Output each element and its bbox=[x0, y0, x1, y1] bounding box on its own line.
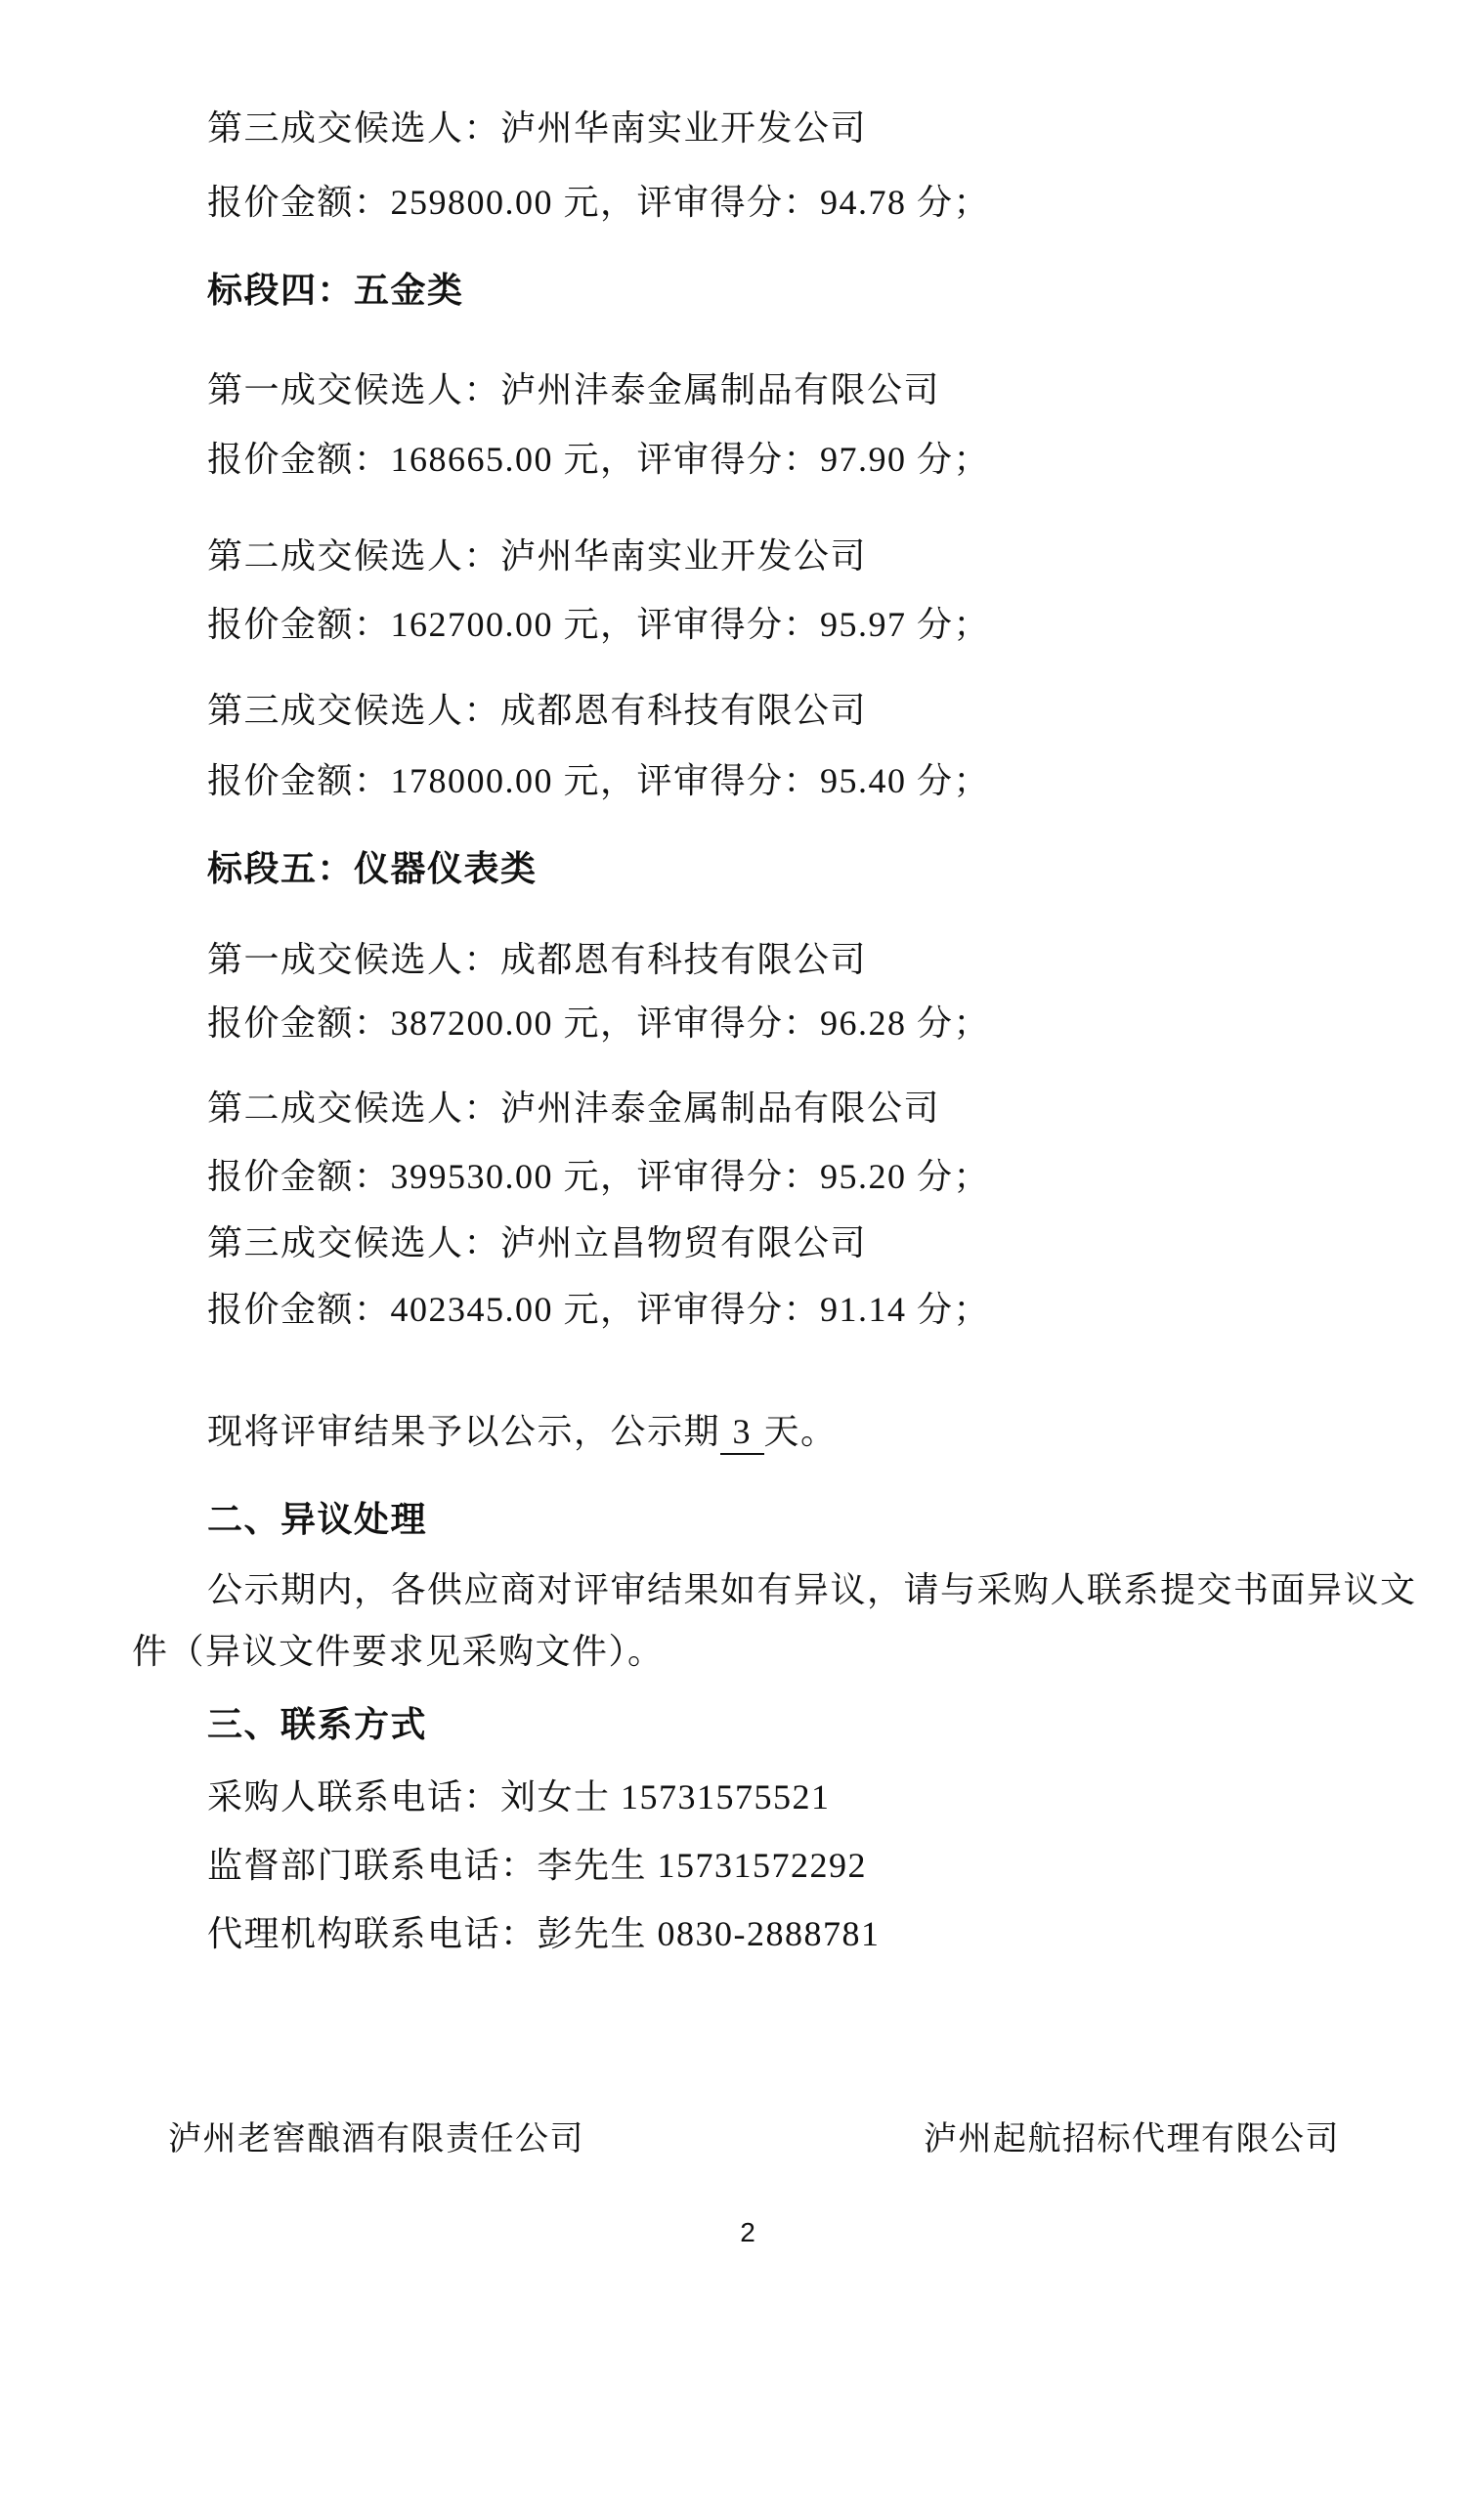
lot4-entry3-quote-line: 报价金额：178000.00 元，评审得分：95.40 分； bbox=[207, 761, 991, 800]
lot5-heading: 标段五：仪器仪表类 bbox=[207, 849, 538, 888]
publicity-text-before: 现将评审结果予以公示，公示期 bbox=[207, 1412, 721, 1451]
lot4-heading: 标段四：五金类 bbox=[207, 271, 464, 310]
lot4-entry2-quote-line: 报价金额：162700.00 元，评审得分：95.97 分； bbox=[207, 605, 991, 644]
contact-supervisor-phone-line: 监督部门联系电话：李先生 15731572292 bbox=[207, 1846, 868, 1885]
lot4-entry1-candidate-line: 第一成交候选人：泸州沣泰金属制品有限公司 bbox=[207, 370, 941, 409]
contact-agency-phone-line: 代理机构联系电话：彭先生 0830-2888781 bbox=[207, 1914, 881, 1953]
objection-paragraph-line1: 公示期内，各供应商对评审结果如有异议，请与采购人联系提交书面异议文 bbox=[207, 1570, 1417, 1609]
publicity-days-value: 3 bbox=[720, 1413, 764, 1455]
page-number: 2 bbox=[740, 2217, 755, 2247]
objection-paragraph-line2: 件（异议文件要求见采购文件）。 bbox=[132, 1632, 665, 1671]
contact-section-heading: 三、联系方式 bbox=[207, 1705, 428, 1744]
signature-agency-company: 泸州起航招标代理有限公司 bbox=[924, 2121, 1340, 2157]
carryover-quote-line: 报价金额：259800.00 元，评审得分：94.78 分； bbox=[207, 183, 991, 222]
contact-purchaser-phone-line: 采购人联系电话：刘女士 15731575521 bbox=[207, 1777, 831, 1816]
lot4-entry1-quote-line: 报价金额：168665.00 元，评审得分：97.90 分； bbox=[207, 440, 991, 479]
lot5-entry3-quote-line: 报价金额：402345.00 元，评审得分：91.14 分； bbox=[207, 1290, 991, 1329]
lot4-entry2-candidate-line: 第二成交候选人：泸州华南实业开发公司 bbox=[207, 536, 868, 576]
lot5-entry1-quote-line: 报价金额：387200.00 元，评审得分：96.28 分； bbox=[207, 1004, 991, 1043]
lot5-entry2-candidate-line: 第二成交候选人：泸州沣泰金属制品有限公司 bbox=[207, 1089, 941, 1128]
lot5-entry1-candidate-line: 第一成交候选人：成都恩有科技有限公司 bbox=[207, 940, 868, 979]
signature-purchaser-company: 泸州老窖酿酒有限责任公司 bbox=[168, 2121, 584, 2157]
lot4-entry3-candidate-line: 第三成交候选人：成都恩有科技有限公司 bbox=[207, 691, 868, 730]
carryover-candidate-line: 第三成交候选人：泸州华南实业开发公司 bbox=[207, 108, 868, 148]
lot5-entry2-quote-line: 报价金额：399530.00 元，评审得分：95.20 分； bbox=[207, 1157, 991, 1196]
objection-section-heading: 二、异议处理 bbox=[207, 1500, 428, 1539]
lot5-entry3-candidate-line: 第三成交候选人：泸州立昌物贸有限公司 bbox=[207, 1223, 868, 1262]
publicity-period-line bbox=[207, 1413, 838, 1455]
publicity-text-after: 天。 bbox=[763, 1412, 838, 1451]
